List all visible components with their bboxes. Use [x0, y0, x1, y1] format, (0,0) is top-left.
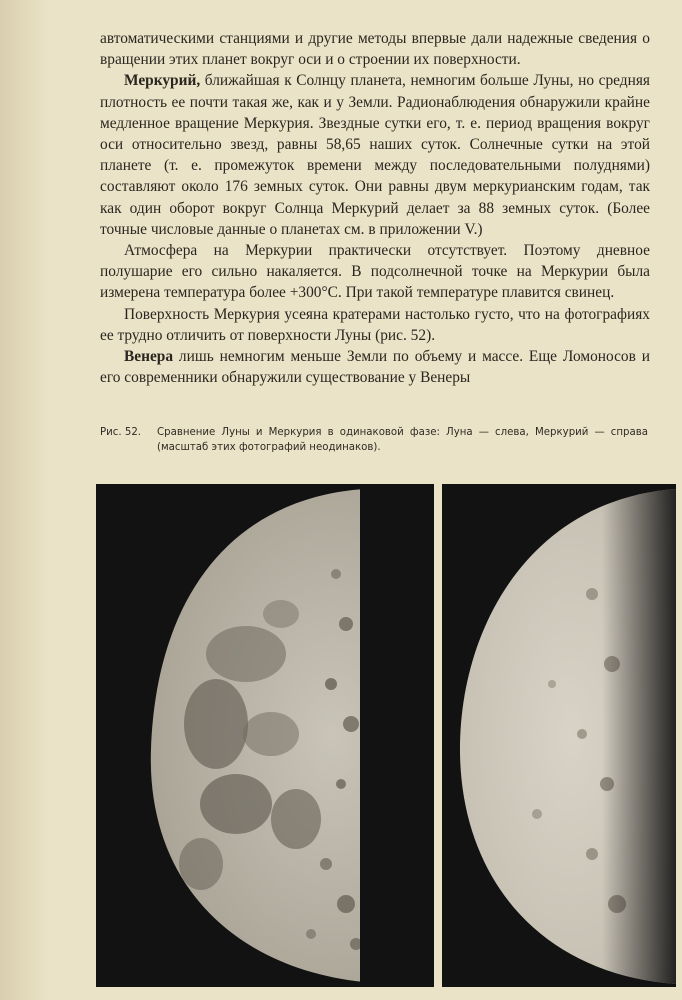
- term-mercury: Меркурий,: [124, 72, 201, 90]
- paragraph-atmosphere: Атмосфера на Меркурии практически отсутствует. Поэтому дневное полушарие его сильно накаляется. В подсолнечной точке на Меркурии была измерена температура более +300°С. При такой температуре плавится свинец.: [100, 242, 650, 302]
- figure-label: Рис. 52.: [100, 427, 142, 438]
- paragraph-intro: автоматическими станциями и другие методы впервые дали надежные сведения о вращении этих планет вокруг оси и о строении их поверхности.: [100, 30, 650, 69]
- mercury-photo: [442, 484, 676, 987]
- term-venus: Венера: [124, 348, 174, 366]
- moon-photo: [96, 484, 434, 987]
- body-text: [100, 28, 650, 388]
- paragraph-mercury-text: ближайшая к Солнцу планета, немногим больше Луны, но средняя плотность ее почти такая же, как и у Земли. Радионаблюдения обнаружили крайне медленное вращение Меркурия. Звездные сутки его, т. е. период вращения вокруг оси относительно звезд, равны 58,65 наших суток. Солнечные сутки на этой планете (т. е. промежуток времени между последовательными полуднями) составляют около 176 земных суток. Они равны двум меркурианским годам, так как один оборот вокруг Солнца Меркурий делает за 88 земных суток. (Более точные числовые данные о планетах см. в приложении V.): [100, 72, 650, 238]
- paragraph-venus-text: лишь немногим меньше Земли по объему и массе. Еще Ломоносов и его современники обнаружили существование у Венеры: [100, 348, 650, 387]
- paragraph-mercury: [100, 70, 650, 240]
- figure-caption-text: Сравнение Луны и Меркурия в одинаковой фазе: Луна — слева, Меркурий — справа (масштаб этих фотографий неодинаков).: [157, 427, 648, 453]
- page-binding-shadow: [0, 0, 50, 1000]
- paragraph-surface: Поверхность Меркурия усеяна кратерами настолько густо, что на фотографиях ее трудно отличить от поверхности Луны (рис. 52).: [100, 305, 650, 344]
- paragraph-venus: [100, 346, 650, 388]
- figure-caption: [100, 425, 648, 453]
